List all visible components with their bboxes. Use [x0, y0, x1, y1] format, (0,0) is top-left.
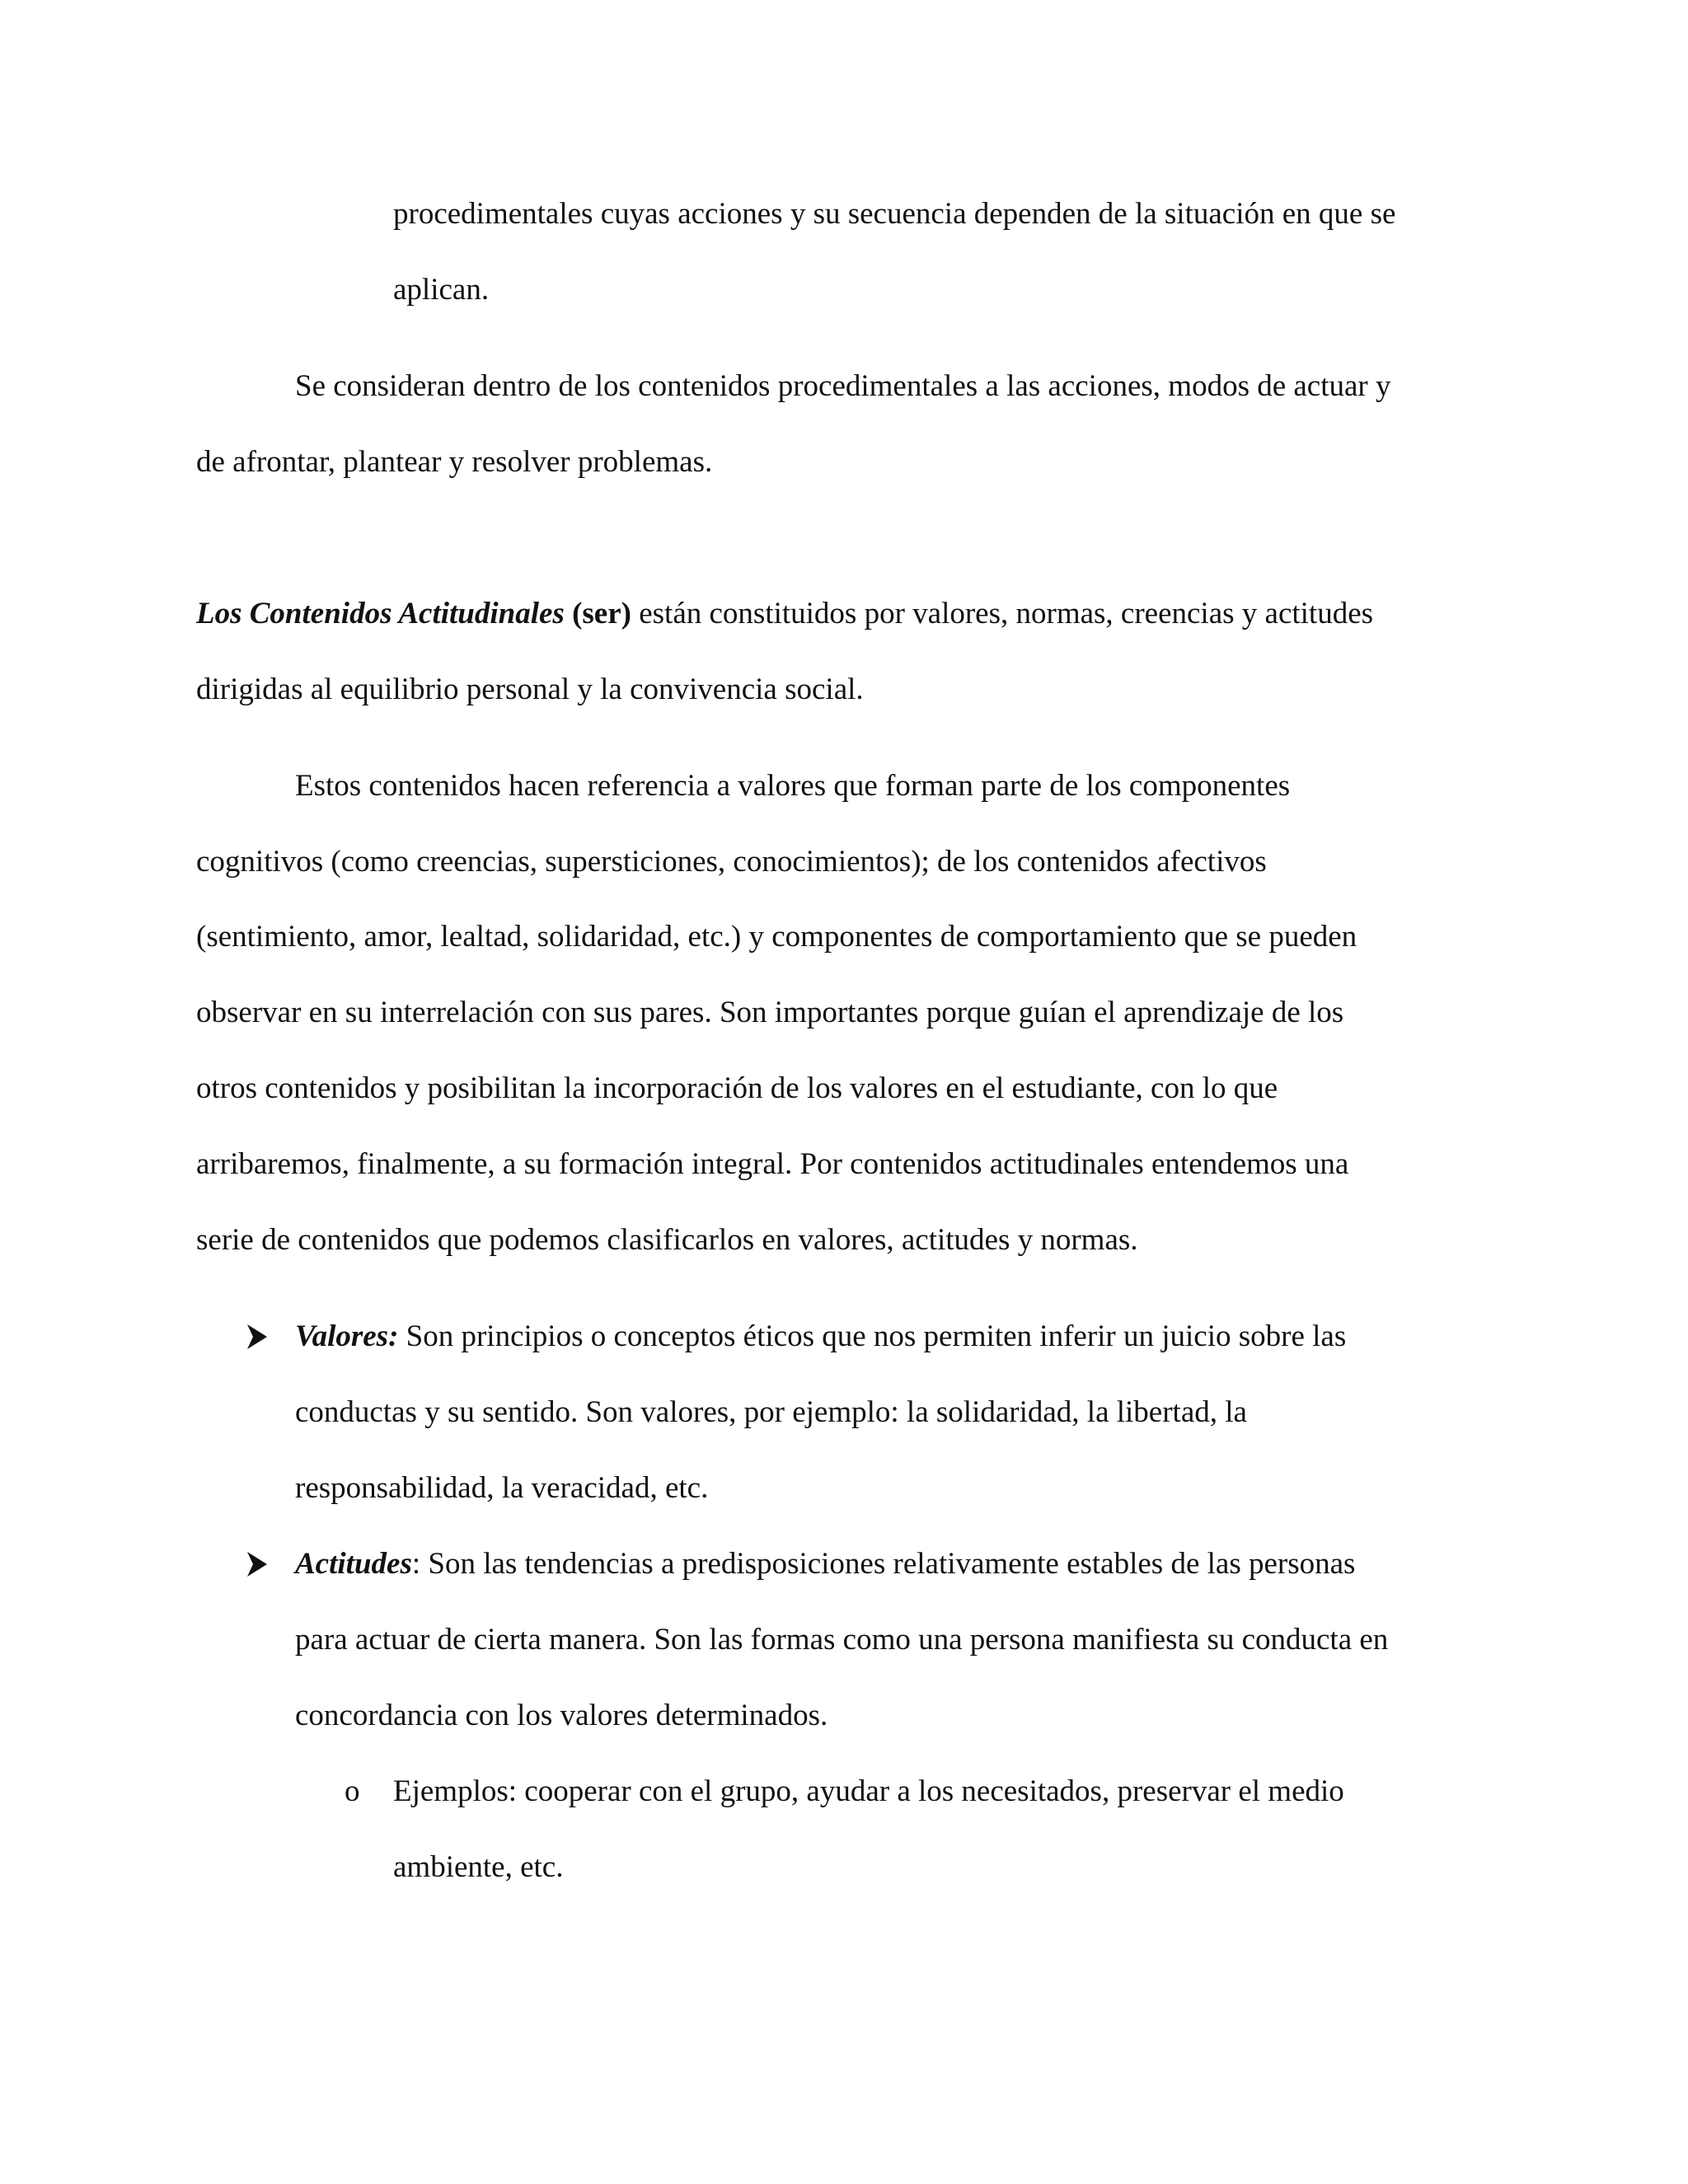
text-line: para actuar de cierta manera. Son las formas como una persona manifiesta su conducta en: [295, 1623, 1389, 1657]
text-line: procedimentales cuyas acciones y su secuencia dependen de la situación en que se: [393, 197, 1396, 231]
text-line: conductas y su sentido. Son valores, por ejemplo: la solidaridad, la libertad, la: [295, 1395, 1247, 1429]
text-line: Se consideran dentro de los contenidos procedimentales a las acciones, modos de actuar y: [295, 369, 1391, 403]
section-term: Los Contenidos Actitudinales: [196, 597, 565, 630]
section-tag: (ser): [572, 597, 631, 630]
arrow-bullet-icon: [246, 1323, 269, 1351]
list-line-rest: : Son las tendencias a predisposiciones relativamente estables de las personas: [411, 1547, 1356, 1581]
section-line-rest: están constituidos por valores, normas, creencias y actitudes: [631, 597, 1374, 630]
text-line: (sentimiento, amor, lealtad, solidaridad, etc.) y componentes de comportamiento que se pueden: [196, 920, 1357, 954]
text-line: aplican.: [393, 273, 490, 307]
text-line: responsabilidad, la veracidad, etc.: [295, 1471, 709, 1505]
section-heading-line: [196, 594, 1373, 634]
arrow-bullet-icon: [246, 1550, 269, 1578]
text-line: ambiente, etc.: [393, 1850, 564, 1884]
text-line: dirigidas al equilibrio personal y la convivencia social.: [196, 673, 864, 706]
list-term: Valores:: [295, 1319, 399, 1353]
text-line: cognitivos (como creencias, supersticiones, conocimientos); de los contenidos afectivos: [196, 845, 1267, 879]
list-line-rest: Son principios o conceptos éticos que nos permiten inferir un juicio sobre las: [398, 1319, 1347, 1353]
text-line: de afrontar, plantear y resolver problemas.: [196, 445, 713, 479]
circle-bullet-marker: o: [345, 1774, 360, 1808]
text-line: Ejemplos: cooperar con el grupo, ayudar a los necesitados, preservar el medio: [393, 1774, 1344, 1808]
list-item-line: [295, 1317, 1346, 1357]
text-line: concordancia con los valores determinados.: [295, 1699, 828, 1732]
list-term: Actitudes: [295, 1547, 412, 1581]
text-line: observar en su interrelación con sus pares. Son importantes porque guían el aprendizaje de los: [196, 996, 1344, 1029]
text-line: serie de contenidos que podemos clasificarlos en valores, actitudes y normas.: [196, 1223, 1138, 1257]
text-line: arribaremos, finalmente, a su formación integral. Por contenidos actitudinales entendemos una: [196, 1147, 1349, 1181]
text-line: Estos contenidos hacen referencia a valores que forman parte de los componentes: [295, 769, 1291, 803]
text-line: otros contenidos y posibilitan la incorporación de los valores en el estudiante, con lo que: [196, 1071, 1278, 1105]
list-item-line: [295, 1544, 1355, 1584]
